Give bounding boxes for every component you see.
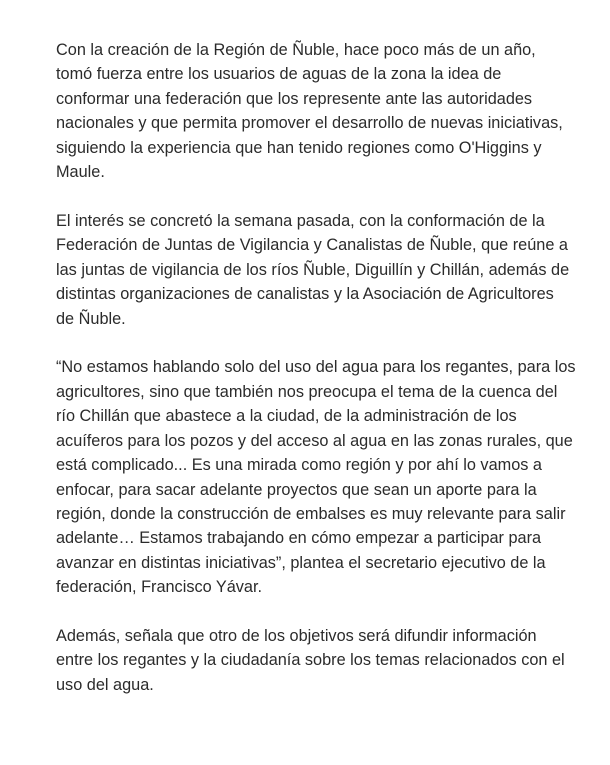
article-body [56, 38, 576, 697]
article-paragraph: “No estamos hablando solo del uso del agua para los regantes, para los agricultores, sino que también nos preocupa el tema de la cuenca del río Chillán que abastece a la ciudad, de la administración de los acuíferos para los pozos y del acceso al agua en las zonas rurales, que está complicado... Es una mirada como región y por ahí lo vamos a enfocar, para sacar adelante proyectos que sean un aporte para la región, donde la construcción de embalses es muy relevante para salir adelante… Estamos trabajando en cómo empezar a participar para avanzar en distintas iniciativas”, plantea el secretario ejecutivo de la federación, Francisco Yávar. [56, 358, 576, 597]
article-paragraph: Con la creación de la Región de Ñuble, hace poco más de un año, tomó fuerza entre los usuarios de aguas de la zona la idea de conformar una federación que los represente ante las autoridades nacionales y que permita promover el desarrollo de nuevas iniciativas, siguiendo la experiencia que han tenido regiones como O'Higgins y Maule. [56, 41, 563, 182]
article-paragraph: El interés se concretó la semana pasada, con la conformación de la Federación de Juntas de Vigilancia y Canalistas de Ñuble, que reúne a las juntas de vigilancia de los ríos Ñuble, Diguillín y Chillán, además de distintas organizaciones de canalistas y la Asociación de Agricultores de Ñuble. [56, 211, 570, 328]
article-paragraph: Además, señala que otro de los objetivos será difundir información entre los regantes y la ciudadanía sobre los temas relacionados con el uso del agua. [56, 627, 565, 694]
